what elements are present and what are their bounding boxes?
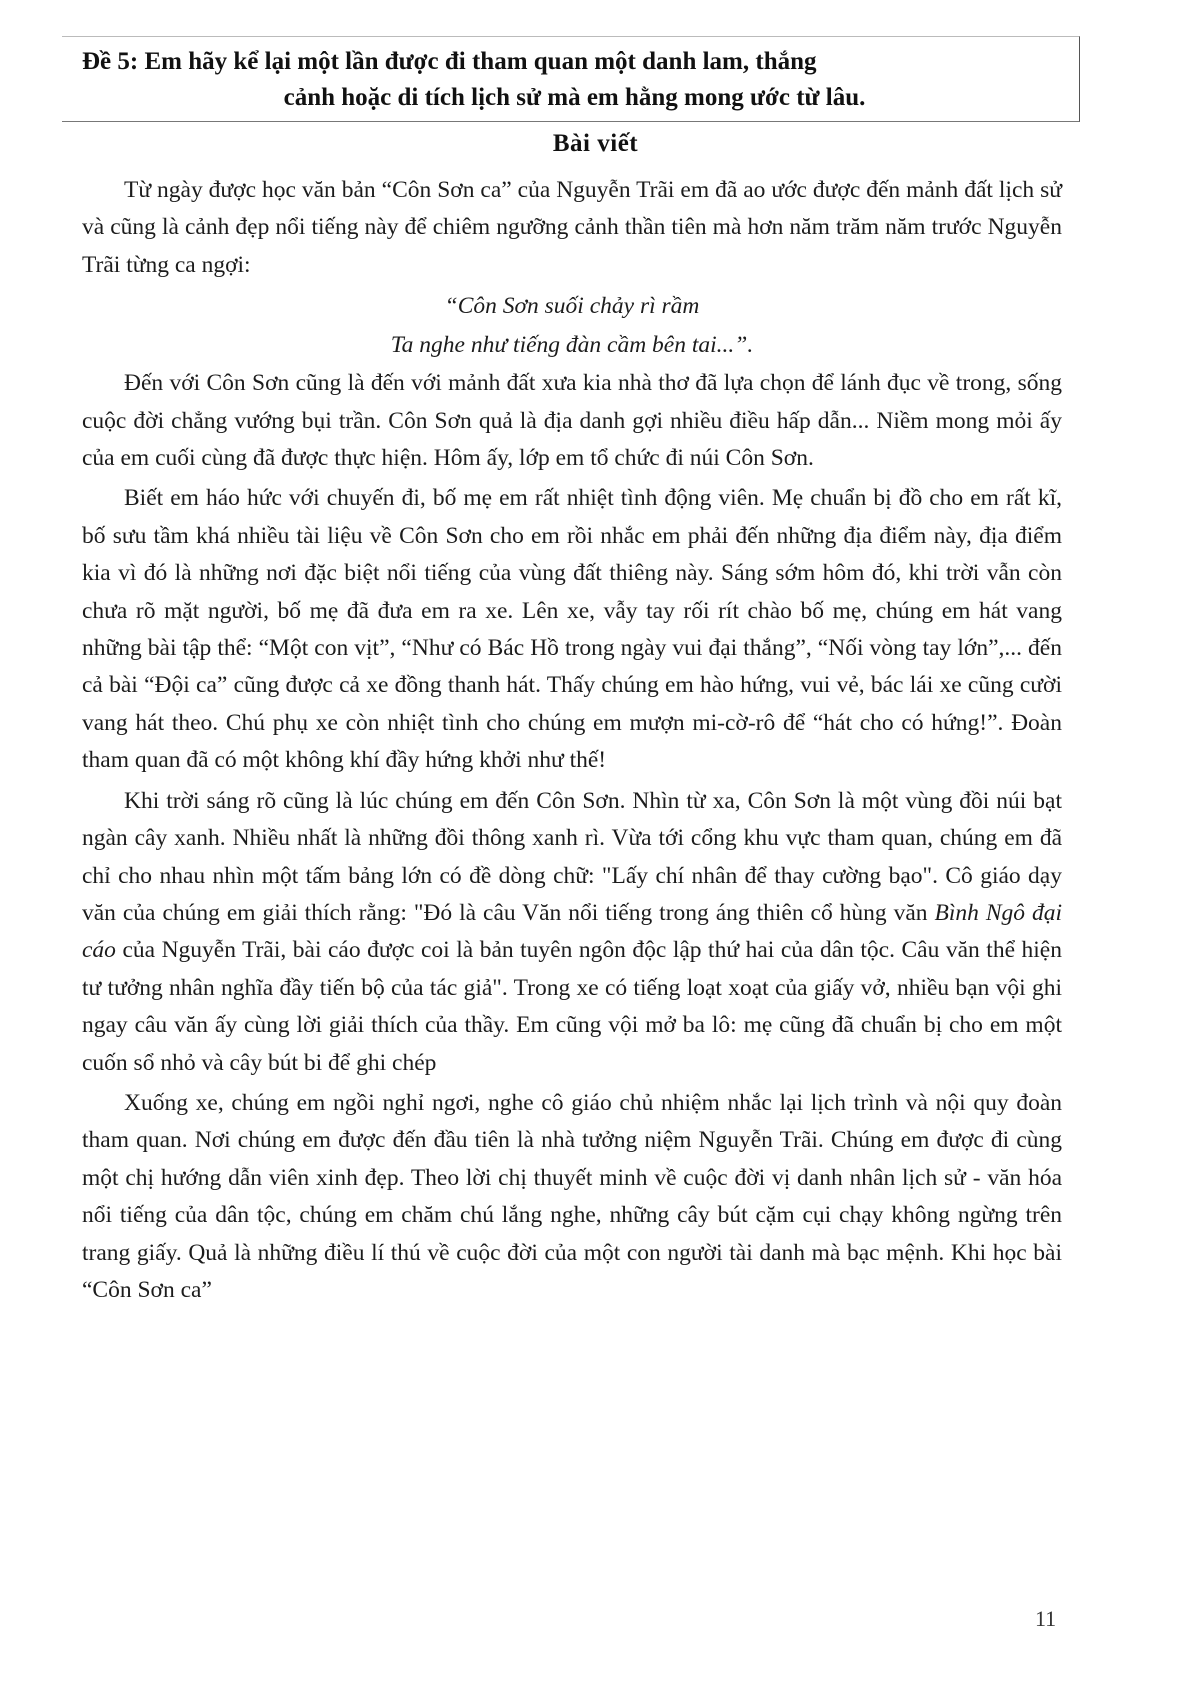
poem-quote [82,287,1062,365]
paragraph-4-work-title: Bình Ngô đại cáo [82,899,1062,964]
task-title-line-2: cảnh hoặc di tích lịch sử mà em hằng mong ước từ lâu. [283,84,866,111]
poem-line-2: Ta nghe như tiếng đàn cầm bên tai...”. [390,332,754,359]
paragraph-4 [82,783,1062,1082]
paragraph-2: Đến với Côn Sơn cũng là đến với mảnh đất xưa kia nhà thơ đã lựa chọn để lánh đục về trong, sống cuộc đời chẳng vướng bụi trần. Côn Sơn quả là địa danh gợi nhiều điều hấp dẫn... Niềm mong mỏi ấy của em cuối cùng đã được thực hiện. Hôm ấy, lớp em tổ chức đi núi Côn Sơn. [82,370,1062,472]
section-heading: Bài viết [552,130,639,157]
poem-line-1: “Côn Sơn suối chảy rì rầm [444,293,700,320]
paragraph-1: Từ ngày được học văn bản “Côn Sơn ca” của Nguyễn Trãi em đã ao ước được đến mảnh đất lịch sử và cũng là cảnh đẹp nổi tiếng này để chiêm ngưỡng cảnh thần tiên mà hơn năm trăm năm trước Nguyễn Trãi từng ca ngợi: [82,177,1062,278]
task-title-box [62,36,1080,122]
paragraph-3: Biết em háo hức với chuyến đi, bố mẹ em rất nhiệt tình động viên. Mẹ chuẩn bị đồ cho em rất kĩ, bố sưu tầm khá nhiều tài liệu về Côn Sơn cho em rồi nhắc em phải đến những địa điểm này, địa điểm kia vì đó là những nơi đặc biệt nổi tiếng của vùng đất thiêng này. Sáng sớm hôm đó, khi trời vẫn còn chưa rõ mặt người, bố mẹ đã đưa em ra xe. Lên xe, vẫy tay rối rít chào bố mẹ, chúng em hát vang những bài tập thể: “Một con vịt”, “Như có Bác Hồ trong ngày vui đại thắng”, “Nối vòng tay lớn”,... đến cả bài “Đội ca” cũng được cả xe đồng thanh hát. Thấy chúng em hào hứng, vui vẻ, bác lái xe cũng cười vang hát theo. Chú phụ xe còn nhiệt tình cho chúng em mượn mi-cờ-rô để “hát cho có hứng!”. Đoàn tham quan đã có một không khí đầy hứng khởi như thế! [82,485,1062,774]
paragraph-4-part-1: Khi trời sáng rõ cũng là lúc chúng em đến Côn Sơn. Nhìn từ xa, Côn Sơn là một vùng đồi núi bạt ngàn cây xanh. Nhiều nhất là những đồi thông xanh rì. Vừa tới cổng khu vực tham quan, chúng em đã chỉ cho nhau nhìn một tấm bảng lớn có đề dòng chữ: "Lấy chí nhân để thay cường bạo". Cô giáo dạy văn của chúng em giải thích rằng: "Đó là câu Văn nổi tiếng trong áng thiên cổ hùng văn [82,787,1062,926]
paragraph-5: Xuống xe, chúng em ngồi nghỉ ngơi, nghe cô giáo chủ nhiệm nhắc lại lịch trình và nội quy đoàn tham quan. Nơi chúng em được đến đầu tiên là nhà tưởng niệm Nguyễn Trãi. Chúng em được đi cùng một chị hướng dẫn viên xinh đẹp. Theo lời chị thuyết minh về cuộc đời vị danh nhân lịch sử - văn hóa nổi tiếng của dân tộc, chúng em chăm chú lắng nghe, những cây bút cặm cụi chạy không ngừng trên trang giấy. Quả là những điều lí thú về cuộc đời của một con người tài danh mà bạc mệnh. Khi học bài “Côn Sơn ca” [82,1089,1062,1303]
page-number: 11 [1035,1606,1057,1631]
essay-body [82,172,1062,1312]
paragraph-4-part-2: của Nguyễn Trãi, bài cáo được coi là bản tuyên ngôn độc lập thứ hai của dân tộc. Câu văn thể hiện tư tưởng nhân nghĩa đầy tiến bộ của tác giả". Trong xe có tiếng loạt xoạt của giấy vở, nhiều bạn vội ghi ngay câu văn ấy cùng lời giải thích của thầy. Em cũng vội mở ba lô: mẹ cũng đã chuẩn bị cho em một cuốn sổ nhỏ và cây bút bi để ghi chép [82,937,1062,1076]
task-title-line-1: Đề 5: Em hãy kể lại một lần được đi tham quan một danh lam, thắng [82,48,817,75]
